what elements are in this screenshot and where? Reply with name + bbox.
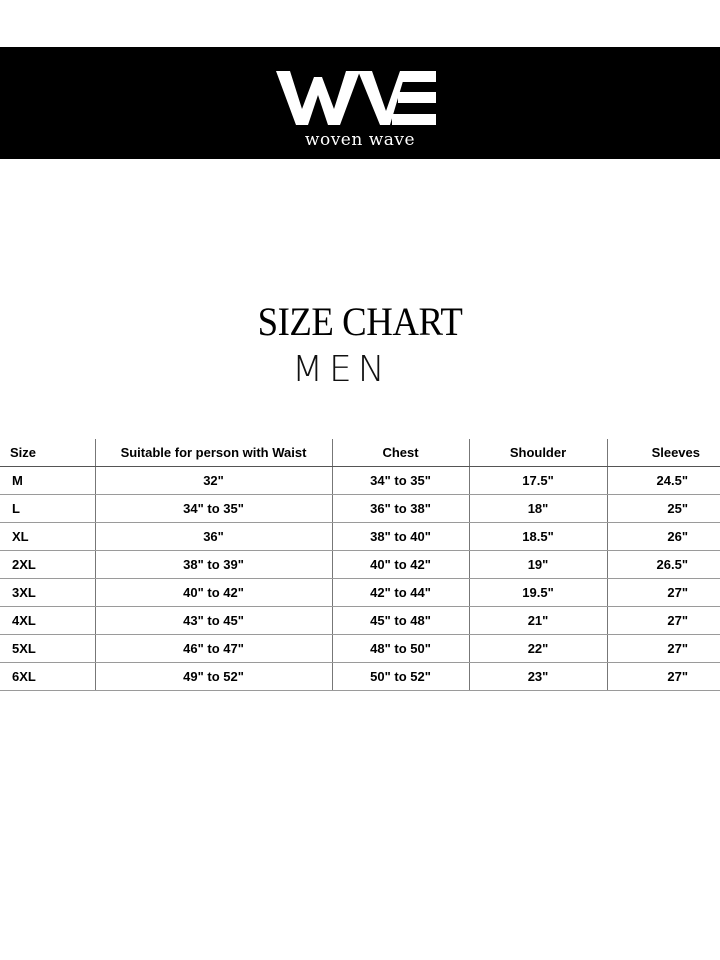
size-chart-table (0, 439, 720, 691)
col-header-size: Size (0, 439, 95, 467)
cell-sleeves: 27" (607, 607, 720, 635)
cell-sleeves: 26.5" (607, 551, 720, 579)
table-row (0, 523, 720, 551)
cell-shoulder: 17.5" (469, 467, 607, 495)
cell-shoulder: 18.5" (469, 523, 607, 551)
table-row (0, 635, 720, 663)
col-header-waist: Suitable for person with Waist (95, 439, 332, 467)
cell-sleeves: 27" (607, 579, 720, 607)
brand-wordmark: woven wave (304, 130, 416, 150)
cell-sleeves: 27" (607, 635, 720, 663)
cell-chest: 36" to 38" (332, 495, 469, 523)
cell-sleeves: 27" (607, 663, 720, 691)
cell-waist: 34" to 35" (95, 495, 332, 523)
cell-chest: 40" to 42" (332, 551, 469, 579)
cell-waist: 32" (95, 467, 332, 495)
cell-shoulder: 19" (469, 551, 607, 579)
woven-wave-logo-icon (274, 69, 438, 127)
table-row (0, 579, 720, 607)
cell-chest: 45" to 48" (332, 607, 469, 635)
cell-shoulder: 19.5" (469, 579, 607, 607)
cell-chest: 48" to 50" (332, 635, 469, 663)
cell-shoulder: 23" (469, 663, 607, 691)
cell-shoulder: 21" (469, 607, 607, 635)
cell-waist: 38" to 39" (95, 551, 332, 579)
cell-chest: 42" to 44" (332, 579, 469, 607)
cell-chest: 34" to 35" (332, 467, 469, 495)
cell-size: 4XL (0, 607, 95, 635)
brand-banner (0, 47, 720, 159)
table-row (0, 551, 720, 579)
cell-chest: 38" to 40" (332, 523, 469, 551)
table-header-row (0, 439, 720, 467)
cell-size: 3XL (0, 579, 95, 607)
page-title: SIZE CHART (257, 299, 463, 344)
cell-size: XL (0, 523, 95, 551)
cell-size: 6XL (0, 663, 95, 691)
table-row (0, 663, 720, 691)
cell-waist: 36" (95, 523, 332, 551)
cell-size: 2XL (0, 551, 95, 579)
cell-chest: 50" to 52" (332, 663, 469, 691)
col-header-chest: Chest (332, 439, 469, 467)
cell-size: L (0, 495, 95, 523)
cell-waist: 40" to 42" (95, 579, 332, 607)
table-row (0, 607, 720, 635)
cell-waist: 43" to 45" (95, 607, 332, 635)
col-header-shoulder: Shoulder (469, 439, 607, 467)
cell-size: M (0, 467, 95, 495)
cell-shoulder: 22" (469, 635, 607, 663)
page-subtitle: MEN (292, 349, 391, 390)
cell-sleeves: 24.5" (607, 467, 720, 495)
col-header-sleeves: Sleeves (607, 439, 720, 467)
cell-size: 5XL (0, 635, 95, 663)
cell-sleeves: 26" (607, 523, 720, 551)
table-row (0, 467, 720, 495)
table-row (0, 495, 720, 523)
cell-waist: 49" to 52" (95, 663, 332, 691)
cell-waist: 46" to 47" (95, 635, 332, 663)
cell-sleeves: 25" (607, 495, 720, 523)
cell-shoulder: 18" (469, 495, 607, 523)
